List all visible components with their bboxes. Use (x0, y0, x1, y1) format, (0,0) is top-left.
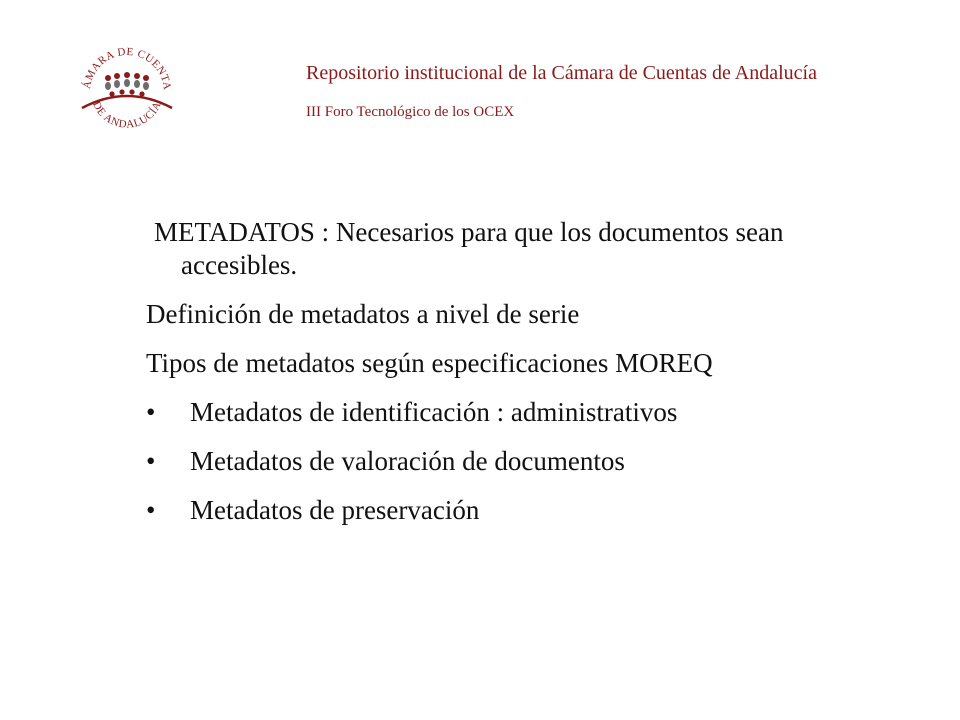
svg-text:DE ANDALUCÍA: DE ANDALUCÍA (90, 99, 164, 131)
bullet-text: Metadatos de valoración de documentos (190, 446, 625, 476)
logo-emblem-icon (72, 34, 182, 144)
header-title: Repositorio institucional de la Cámara de Cuentas de Andalucía (306, 62, 817, 84)
bullet-icon: • (146, 397, 156, 427)
svg-text:CÁMARA DE CUENTAS: ÁMARA DE CUENTA (81, 45, 174, 91)
bullet-item (146, 445, 906, 478)
bullet-icon: • (146, 495, 156, 525)
body-line-types: Tipos de metadatos según especificaciones MOREQ (146, 348, 713, 378)
bullet-item (146, 494, 906, 527)
bullet-text: Metadatos de identificación : administrativos (190, 397, 678, 427)
slide-body (146, 216, 906, 543)
body-line-definition: Definición de metadatos a nivel de serie (146, 299, 580, 329)
bullet-text: Metadatos de preservación (190, 495, 480, 525)
bullet-item (146, 396, 906, 429)
header-subtitle: III Foro Tecnológico de los OCEX (306, 104, 515, 120)
camara-cuentas-logo (72, 34, 182, 144)
intro-paragraph: METADATOS : Necesarios para que los documentos sean accesibles. (154, 217, 784, 280)
bullet-icon: • (146, 446, 156, 476)
